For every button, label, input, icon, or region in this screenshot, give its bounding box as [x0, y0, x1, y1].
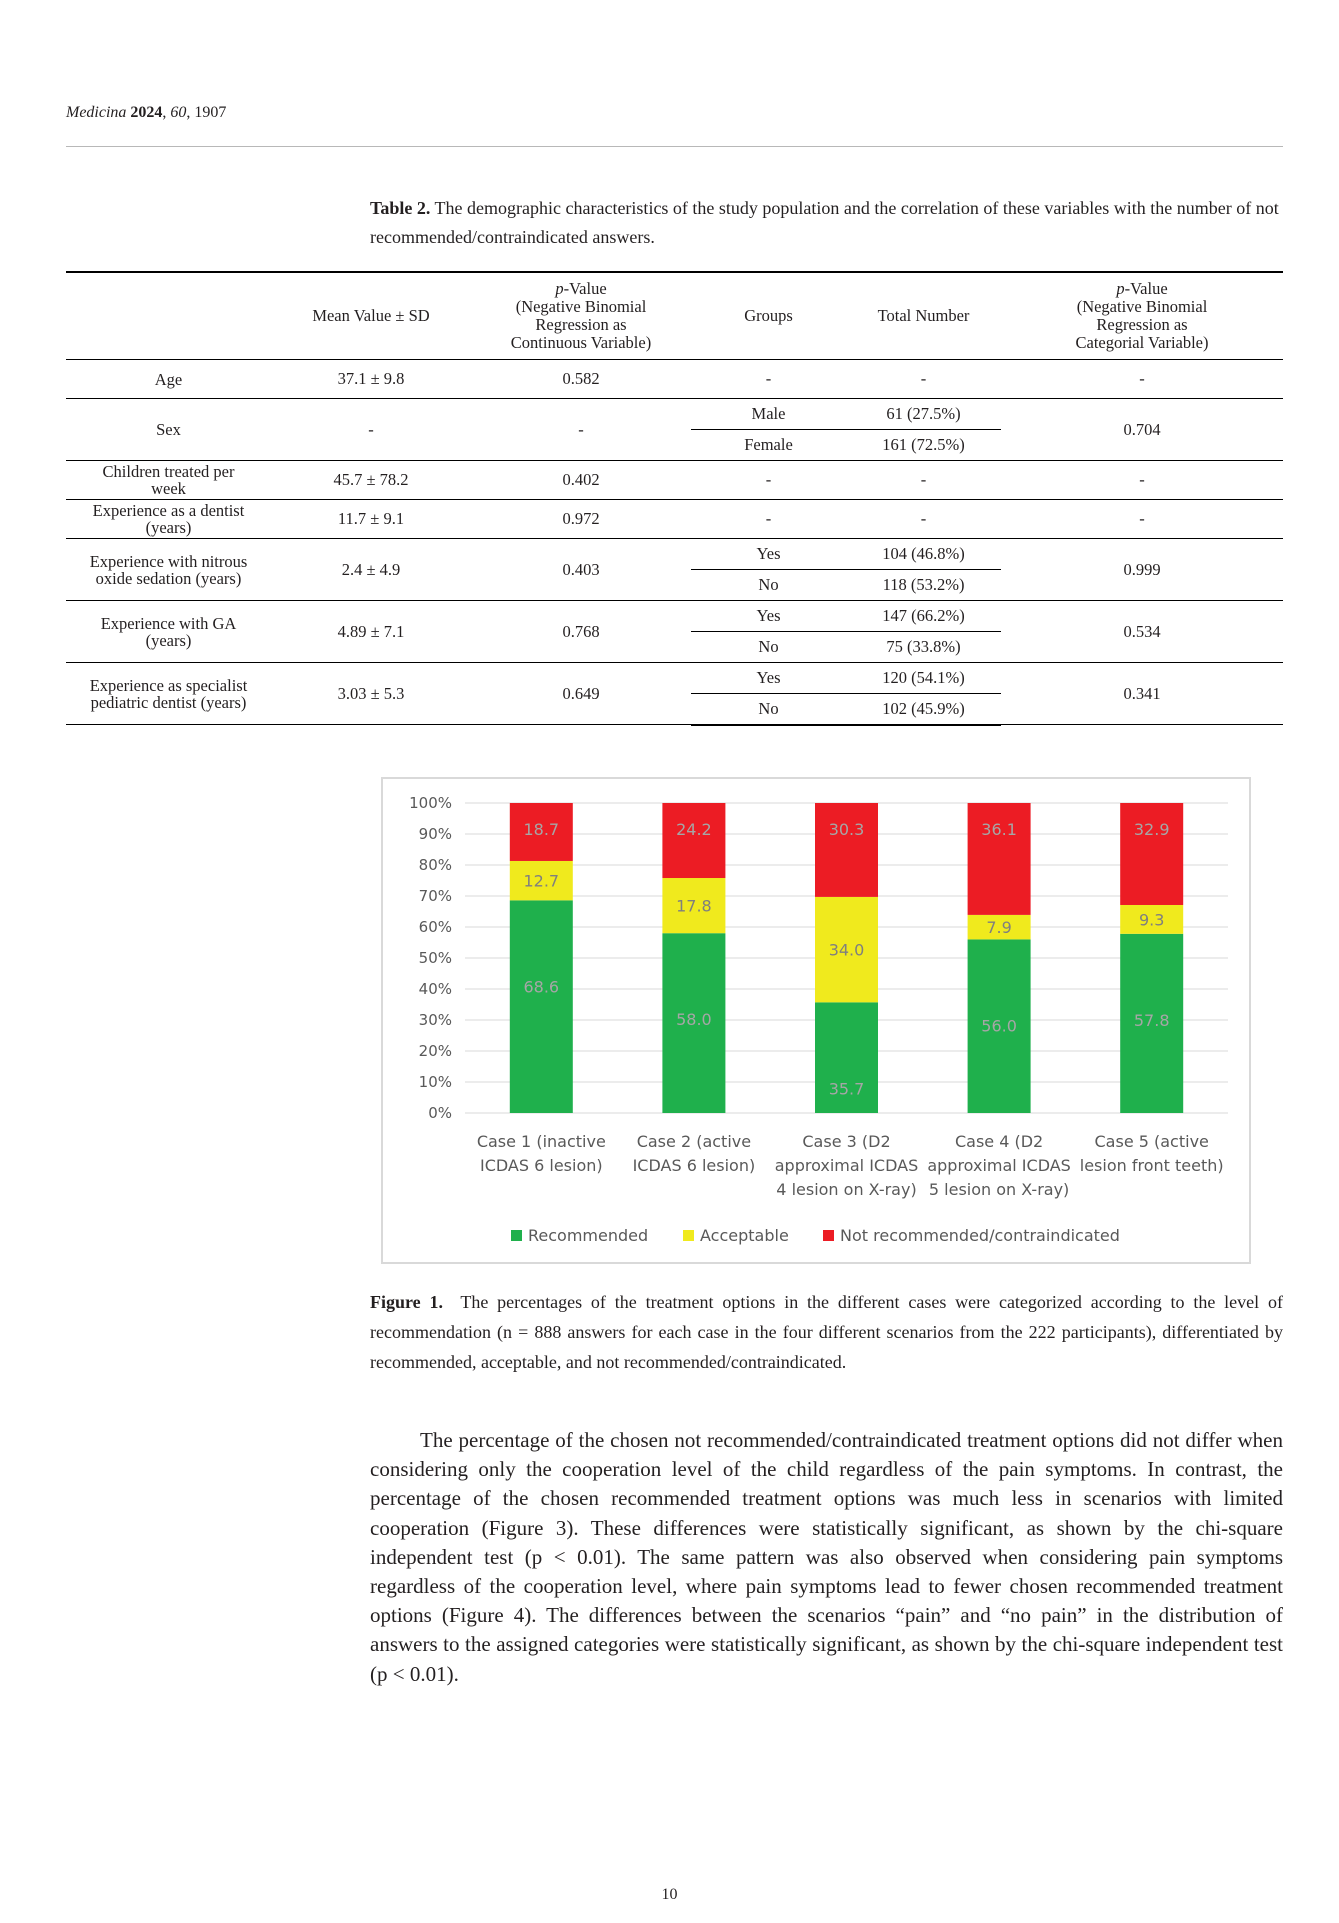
- row-p-continuous: 0.582: [471, 360, 691, 399]
- row-label: Experience as a dentist (years): [66, 500, 271, 539]
- x-tick-label: approximal ICDAS: [927, 1156, 1071, 1175]
- row-mean: -: [271, 399, 471, 461]
- bar-segment: [510, 900, 573, 1113]
- row-p-continuous: 0.402: [471, 461, 691, 500]
- legend-swatch: [823, 1230, 834, 1241]
- x-tick-label: ICDAS 6 lesion): [479, 1156, 603, 1175]
- row-p-continuous: -: [471, 399, 691, 461]
- row-total: 104 (46.8%): [846, 539, 1001, 570]
- figure-caption-label: Figure 1.: [370, 1292, 443, 1312]
- x-tick-label: 4 lesion on X-ray): [776, 1180, 917, 1199]
- y-tick-label: 40%: [418, 980, 452, 998]
- y-tick-label: 60%: [418, 918, 452, 936]
- bar-segment: [815, 803, 878, 897]
- table-row: [66, 663, 1283, 694]
- header-cell-empty: [66, 272, 271, 360]
- row-group: -: [691, 500, 846, 539]
- y-tick-label: 30%: [418, 1011, 452, 1029]
- row-total: 120 (54.1%): [846, 663, 1001, 694]
- legend-swatch: [511, 1230, 522, 1241]
- data-label: 12.7: [523, 871, 560, 891]
- data-label: 17.8: [676, 896, 712, 916]
- x-tick-label: approximal ICDAS: [774, 1156, 919, 1175]
- row-mean: 3.03 ± 5.3: [271, 663, 471, 725]
- page-number: 10: [661, 1886, 678, 1903]
- row-group: Female: [691, 430, 846, 461]
- data-label: 56.0: [981, 1016, 1017, 1036]
- data-label: 18.7: [523, 820, 560, 839]
- y-tick-label: 70%: [418, 887, 452, 905]
- header-total: Total Number: [846, 272, 1001, 360]
- row-p-categorial: 0.534: [1001, 601, 1283, 663]
- row-label: Sex: [66, 399, 271, 461]
- y-tick-label: 50%: [418, 949, 452, 967]
- row-group: -: [691, 360, 846, 399]
- data-label: 34.0: [828, 940, 865, 960]
- data-label: 58.0: [676, 1010, 712, 1030]
- row-p-categorial: -: [1001, 360, 1283, 399]
- article-number: 1907: [194, 104, 227, 121]
- data-label: 68.6: [523, 977, 560, 997]
- row-label: Age: [66, 360, 271, 399]
- table-row: [66, 399, 1283, 430]
- header-groups: Groups: [691, 272, 846, 360]
- row-group: Male: [691, 399, 846, 430]
- stacked-bar-chart: [383, 779, 1249, 1262]
- data-label: 24.2: [676, 820, 712, 839]
- row-total: 102 (45.9%): [846, 694, 1001, 725]
- body-paragraph: The percentage of the chosen not recommended/contraindicated treatment options did not differ when considering only the cooperation level of the child regardless of the pain symptoms. In contrast, the percentage of the chosen recommended treatment options was much less in scenarios with limited cooperation (Figure 3). These differences were statistically significant, as shown by the chi-square independent test (p < 0.01). The same pattern was also observed when considering pain symptoms regardless of the cooperation level, where pain symptoms lead to fewer chosen recommended treatment options (Figure 4). The differences between the scenarios “pain” and “no pain” in the distribution of answers to the assigned categories were statistically significant, as shown by the chi-square independent test (p < 0.01).: [370, 1428, 1283, 1686]
- table-row: [66, 601, 1283, 632]
- demographics-table: [66, 271, 1283, 726]
- journal-volume: 60: [170, 104, 187, 121]
- x-tick-label: Case 5 (active: [1094, 1132, 1209, 1151]
- row-p-categorial: -: [1001, 461, 1283, 500]
- legend-label: Recommended: [528, 1226, 649, 1245]
- row-group: Yes: [691, 601, 846, 632]
- x-tick-label: Case 1 (inactive: [476, 1132, 606, 1151]
- row-mean: 45.7 ± 78.2: [271, 461, 471, 500]
- row-mean: 37.1 ± 9.8: [271, 360, 471, 399]
- y-tick-label: 0%: [428, 1104, 452, 1122]
- legend-label: Acceptable: [700, 1226, 789, 1245]
- row-total: 118 (53.2%): [846, 570, 1001, 601]
- body-text: [370, 1426, 1283, 1689]
- row-group: Yes: [691, 539, 846, 570]
- row-mean: 11.7 ± 9.1: [271, 500, 471, 539]
- table-caption-label: Table 2.: [370, 198, 431, 218]
- bar-segment: [662, 803, 725, 878]
- data-label: 30.3: [828, 820, 865, 839]
- table-row: [66, 539, 1283, 570]
- y-tick-label: 20%: [418, 1042, 452, 1060]
- row-p-categorial: -: [1001, 500, 1283, 539]
- y-tick-label: 10%: [418, 1073, 452, 1091]
- row-label: Experience with GA (years): [66, 601, 271, 663]
- row-group: Yes: [691, 663, 846, 694]
- row-group: No: [691, 694, 846, 725]
- journal-name: Medicina: [66, 104, 127, 121]
- row-p-continuous: 0.649: [471, 663, 691, 725]
- data-label: 32.9: [1133, 820, 1170, 839]
- row-p-categorial: 0.341: [1001, 663, 1283, 725]
- row-total: -: [846, 500, 1001, 539]
- row-label: Experience as specialist pediatric dentist (years): [66, 663, 271, 725]
- legend-swatch: [683, 1230, 694, 1241]
- data-label: 57.8: [1133, 1010, 1170, 1030]
- row-total: 61 (27.5%): [846, 399, 1001, 430]
- header-p-continuous: p-Value (Negative Binomial Regression as Continuous Variable): [471, 272, 691, 360]
- data-label: 9.3: [1138, 910, 1165, 930]
- row-group: No: [691, 570, 846, 601]
- row-total: 147 (66.2%): [846, 601, 1001, 632]
- figure-1-chart: [381, 777, 1251, 1264]
- table-row: [66, 461, 1283, 500]
- row-p-continuous: 0.972: [471, 500, 691, 539]
- row-total: 75 (33.8%): [846, 632, 1001, 663]
- y-tick-label: 90%: [418, 825, 452, 843]
- row-label: Experience with nitrous oxide sedation (years): [66, 539, 271, 601]
- row-p-categorial: 0.704: [1001, 399, 1283, 461]
- data-label: 7.9: [986, 918, 1012, 938]
- data-label: 36.1: [981, 820, 1017, 839]
- table-row: [66, 360, 1283, 399]
- row-mean: 4.89 ± 7.1: [271, 601, 471, 663]
- row-p-continuous: 0.768: [471, 601, 691, 663]
- x-tick-label: 5 lesion on X-ray): [928, 1180, 1070, 1199]
- journal-year: 2024: [130, 104, 163, 121]
- header-mean: Mean Value ± SD: [271, 272, 471, 360]
- row-p-categorial: 0.999: [1001, 539, 1283, 601]
- table-header-row: [66, 272, 1283, 360]
- x-tick-label: Case 3 (D2: [802, 1132, 891, 1151]
- table-caption-text: The demographic characteristics of the study population and the correlation of these variables with the number of not recommended/contraindicated answers.: [370, 198, 1279, 247]
- running-head: Medicina 2024, 60, 1907: [66, 104, 227, 121]
- data-label: 35.7: [828, 1079, 865, 1099]
- row-p-continuous: 0.403: [471, 539, 691, 601]
- x-tick-label: Case 2 (active: [636, 1132, 752, 1151]
- table-row: [66, 500, 1283, 539]
- row-mean: 2.4 ± 4.9: [271, 539, 471, 601]
- x-tick-label: lesion front teeth): [1079, 1156, 1224, 1175]
- y-tick-label: 80%: [418, 856, 452, 874]
- row-total: 161 (72.5%): [846, 430, 1001, 461]
- x-tick-label: Case 4 (D2: [954, 1132, 1044, 1151]
- row-total: -: [846, 360, 1001, 399]
- row-label: Children treated per week: [66, 461, 271, 500]
- row-group: -: [691, 461, 846, 500]
- figure-caption: [370, 1287, 1283, 1377]
- header-divider: [66, 146, 1283, 147]
- bar-segment: [1120, 803, 1183, 905]
- row-total: -: [846, 461, 1001, 500]
- y-tick-label: 100%: [409, 794, 452, 812]
- header-p-categorial: p-Value (Negative Binomial Regression as Categorial Variable): [1001, 272, 1283, 360]
- table-caption: [370, 194, 1283, 252]
- row-group: No: [691, 632, 846, 663]
- x-tick-label: ICDAS 6 lesion): [632, 1156, 756, 1175]
- figure-caption-text: The percentages of the treatment options in the different cases were categorized according to the level of recommendation (n = 888 answers for each case in the four different scenarios from the 222 participants), differentiated by recommended, acceptable, and not recommended/contraindicated.: [370, 1292, 1283, 1372]
- legend-label: Not recommended/contraindicated: [840, 1226, 1120, 1245]
